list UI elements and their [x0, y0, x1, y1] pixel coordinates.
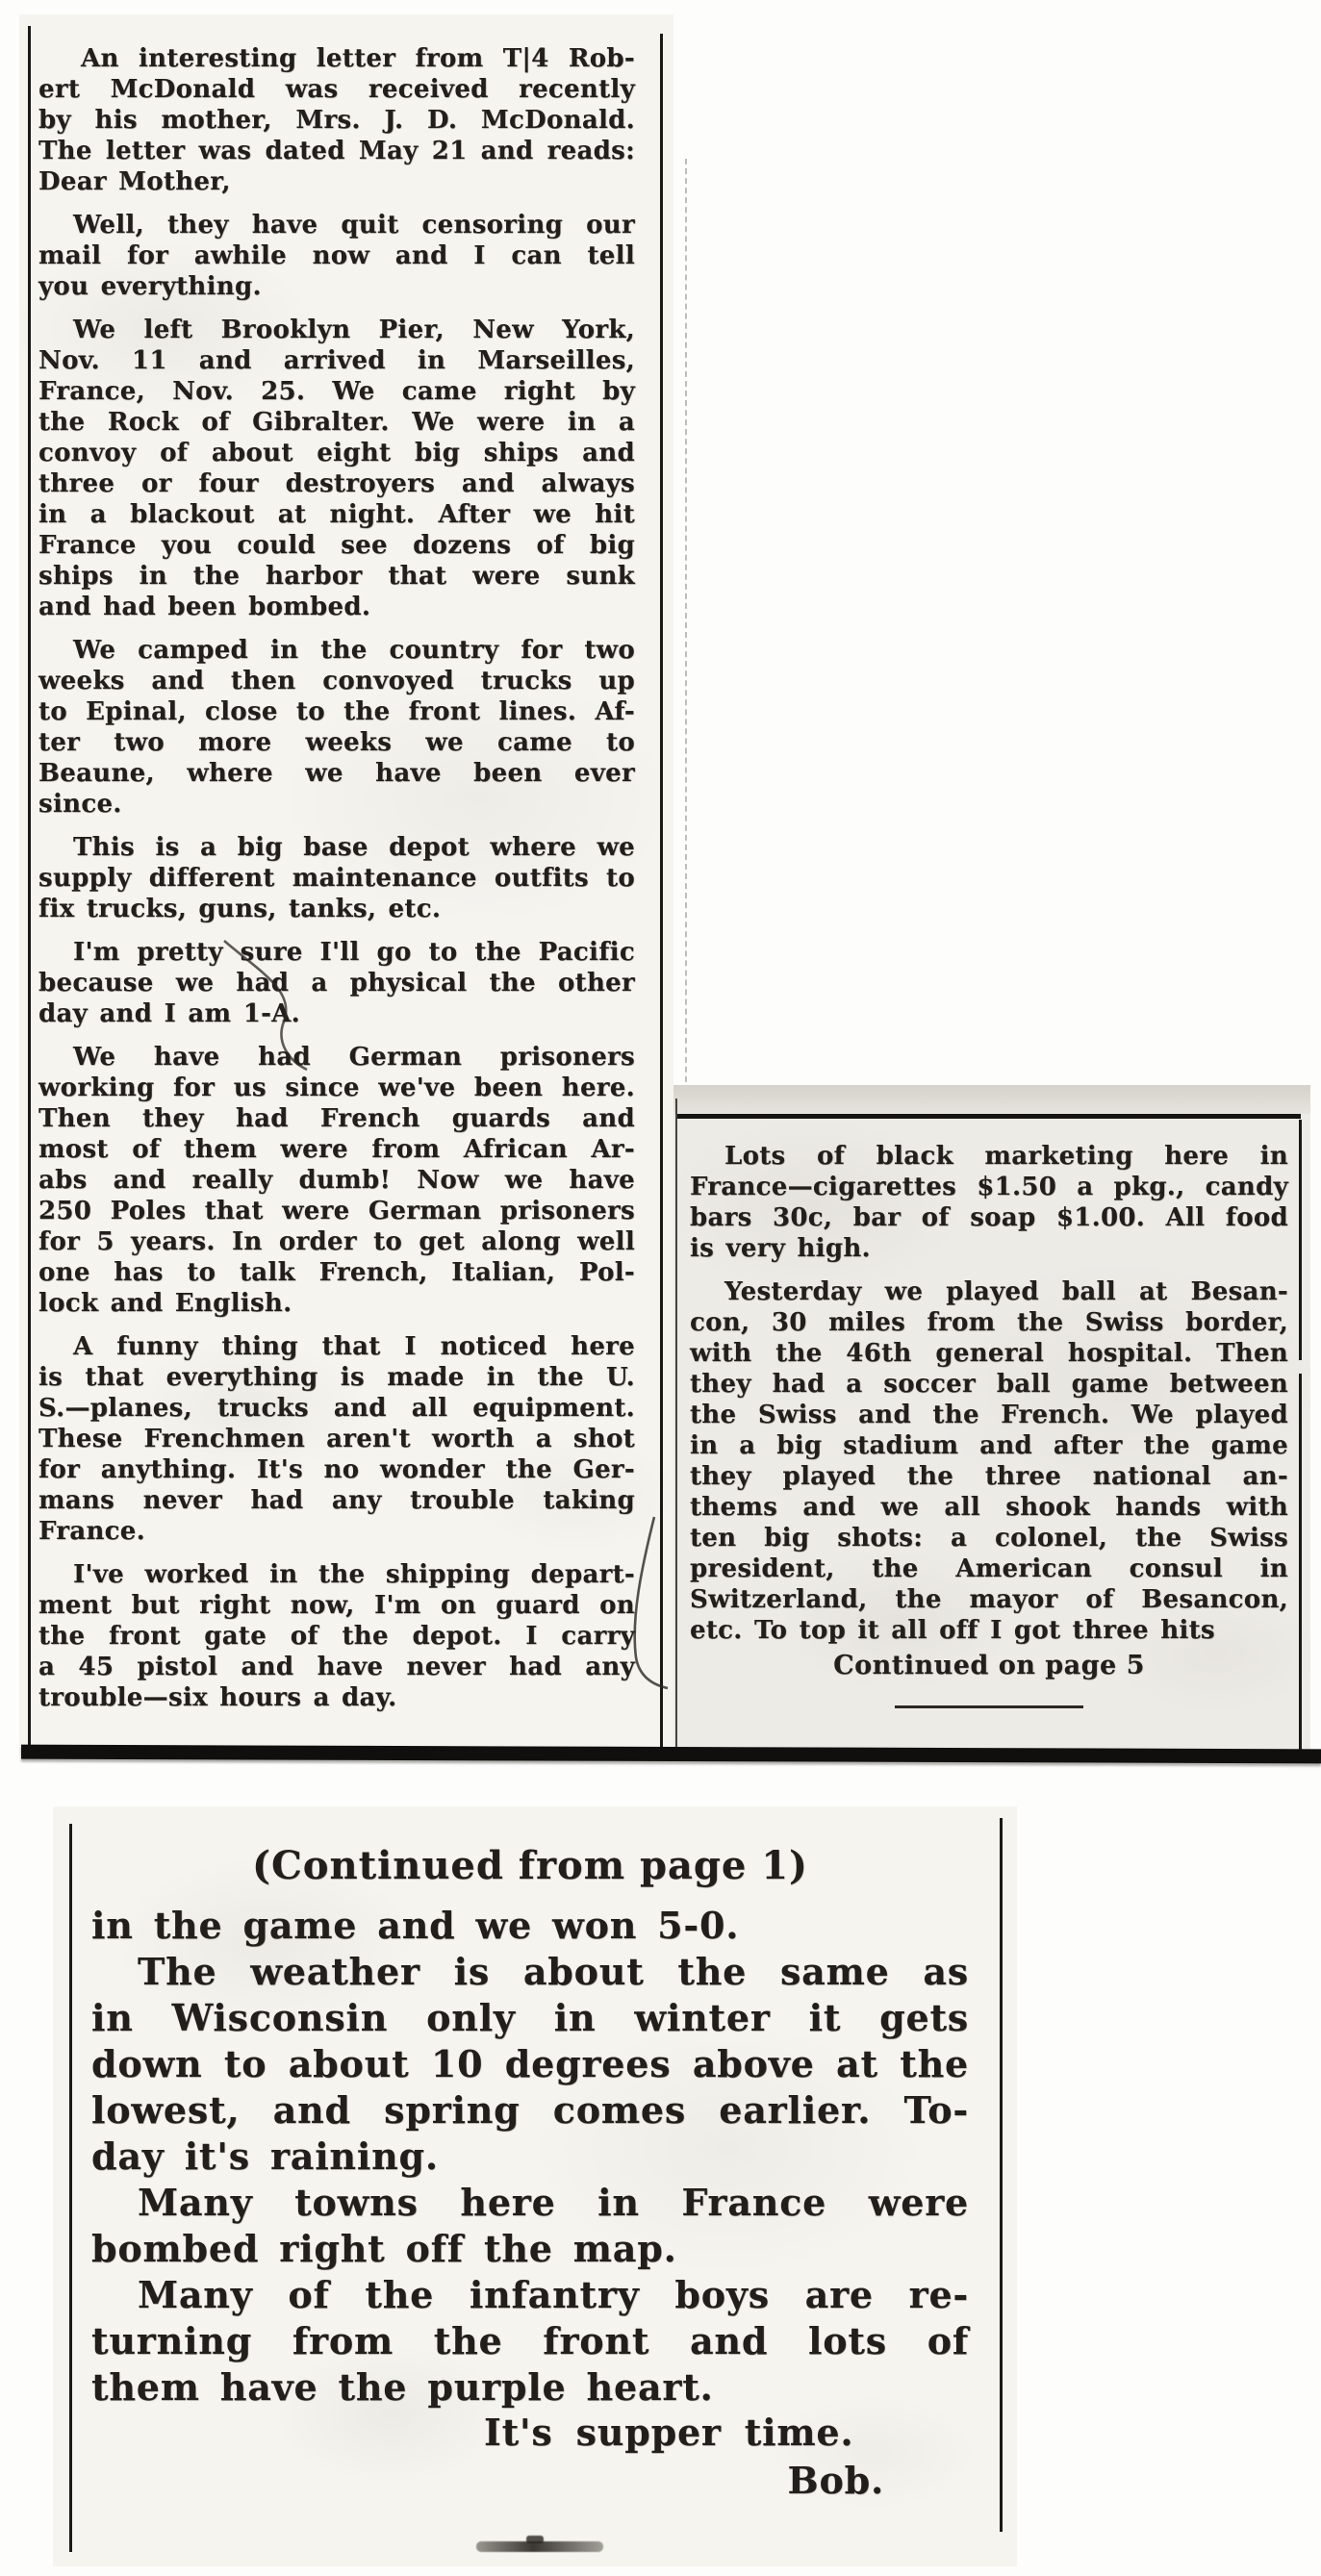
text-line: trouble—six hours a day.	[38, 1683, 397, 1712]
text-line: Nov. 11 and arrived in Marseilles,	[38, 346, 635, 375]
text-line: Then they had French guards and	[38, 1104, 635, 1133]
paragraph	[38, 832, 635, 924]
paragraph	[38, 1042, 635, 1319]
text-line: to Epinal, close to the front lines. Af-	[38, 697, 635, 726]
text-line: you everything.	[38, 272, 262, 301]
text-line: ert McDonald was received recently	[38, 75, 635, 104]
text-line: The letter was dated May 21 and reads:	[38, 137, 635, 165]
paragraph	[38, 635, 635, 820]
text-line: is very high.	[690, 1234, 871, 1263]
text-line: Dear Mother,	[38, 167, 231, 196]
text-line: by his mother, Mrs. J. D. McDonald.	[38, 106, 635, 135]
column-rule-right	[1000, 1818, 1003, 2532]
signature: Bob.	[787, 2459, 884, 2502]
ink-smudge-bump	[526, 2536, 544, 2543]
text-line: mans never had any trouble taking	[38, 1486, 635, 1515]
text-line: Lots of black marketing here in	[724, 1142, 1288, 1171]
text-line: down to about 10 degrees above at the	[91, 2042, 969, 2085]
paragraph	[690, 1276, 1288, 1646]
text-line: turning from the front and lots of	[91, 2319, 969, 2362]
text-line: 250 Poles that were German prisoners	[38, 1197, 635, 1225]
text-line: lowest, and spring comes earlier. To-	[91, 2088, 969, 2132]
text-line: I'm pretty sure I'll go to the Pacific	[73, 938, 635, 967]
paragraph	[690, 1141, 1288, 1264]
paragraph	[91, 1949, 969, 2180]
text-line: for 5 years. In order to get along well	[38, 1227, 635, 1256]
continued-on-note: Continued on page 5	[833, 1651, 1145, 1680]
text-line: bars 30c, bar of soap $1.00. All food	[690, 1203, 1288, 1232]
text-line: We camped in the country for two	[73, 636, 635, 665]
text-line: These Frenchmen aren't worth a shot	[38, 1425, 635, 1453]
text-line: ten big shots: a colonel, the Swiss	[690, 1524, 1288, 1553]
letter-text-column-1	[38, 43, 635, 1713]
text-line: A funny thing that I noticed here	[73, 1332, 635, 1361]
text-line: the Rock of Gibralter. We were in a	[38, 408, 635, 437]
text-line: supply different maintenance outfits to	[38, 864, 635, 893]
text-line: thems and we all shook hands with	[690, 1493, 1288, 1522]
text-line: etc. To top it all off I got three hits	[690, 1616, 1215, 1645]
paragraph	[38, 210, 635, 302]
text-line: France.	[38, 1517, 145, 1546]
column-rule-left	[28, 26, 31, 1750]
article-top-rule	[677, 1114, 1301, 1119]
text-line: France you could see dozens of big	[38, 531, 635, 560]
text-line: con, 30 miles from the Swiss border,	[690, 1308, 1288, 1337]
text-line: lock and English.	[38, 1289, 292, 1318]
paragraph	[91, 2180, 969, 2272]
text-line: and had been bombed.	[38, 593, 371, 621]
letter-clipping-column-2	[673, 1085, 1310, 1755]
text-line: bombed right off the map.	[91, 2227, 677, 2270]
text-line: they had a soccer ball game between	[690, 1370, 1288, 1399]
text-line: because we had a physical the other	[38, 969, 635, 998]
paragraph	[91, 1903, 969, 1949]
text-line: Yesterday we played ball at Besan-	[724, 1277, 1288, 1306]
text-line: weeks and then convoyed trucks up	[38, 667, 635, 695]
text-line: they played the three national an-	[690, 1462, 1288, 1491]
text-line: for anything. It's no wonder the Ger-	[38, 1455, 635, 1484]
text-line: mail for awhile now and I can tell	[38, 241, 635, 270]
text-line: This is a big base depot where we	[73, 833, 635, 862]
paragraph	[38, 315, 635, 622]
text-line: most of them were from African Ar-	[38, 1135, 635, 1164]
ink-smudge-mark	[476, 2541, 603, 2552]
text-line: ment but right now, I'm on guard on	[38, 1591, 635, 1620]
text-line: Well, they have quit censoring our	[73, 211, 635, 240]
text-line: with the 46th general hospital. Then	[690, 1339, 1288, 1368]
text-line: Beaune, where we have been ever	[38, 759, 635, 788]
paper-edge-shading	[673, 1085, 1310, 1114]
text-line: in a blackout at night. After we hit	[38, 500, 635, 529]
paragraph	[38, 1559, 635, 1713]
text-line: France, Nov. 25. We came right by	[38, 377, 635, 406]
text-line: The weather is about the same as	[138, 1950, 969, 1993]
paragraph	[38, 937, 635, 1029]
letter-text-column-2	[690, 1141, 1288, 1646]
text-line: Switzerland, the mayor of Besancon,	[690, 1585, 1288, 1614]
text-line: day it's raining.	[91, 2134, 439, 2178]
letter-text-continuation	[91, 1903, 969, 2411]
text-line: ships in the harbor that were sunk	[38, 562, 635, 591]
text-line: S.—planes, trucks and all equipment.	[38, 1394, 635, 1423]
column-rule-left	[675, 1099, 677, 1753]
column-rule-right	[660, 34, 663, 1750]
paragraph	[38, 43, 635, 197]
continued-from-header: (Continued from page 1)	[252, 1843, 808, 1888]
text-line: day and I am 1-A.	[38, 999, 300, 1028]
text-line: We left Brooklyn Pier, New York,	[73, 316, 635, 344]
text-line: since.	[38, 790, 122, 819]
letter-continuation-clipping	[53, 1806, 1017, 2566]
column-rule-right	[1299, 1374, 1302, 1751]
text-line: ter two more weeks we came to	[38, 728, 635, 757]
text-line: them have the purple heart.	[91, 2365, 714, 2409]
text-line: one has to talk French, Italian, Pol-	[38, 1258, 635, 1287]
text-line: in Wisconsin only in winter it gets	[91, 1996, 969, 2039]
text-line: convoy of about eight big ships and	[38, 439, 635, 467]
text-line: in a big stadium and after the game	[690, 1431, 1288, 1460]
letter-clipping-column-1	[19, 14, 673, 1755]
text-line: abs and really dumb! Now we have	[38, 1166, 635, 1195]
text-line: fix trucks, guns, tanks, etc.	[38, 895, 442, 923]
column-rule-right	[1299, 1120, 1302, 1360]
text-line: We have had German prisoners	[73, 1043, 635, 1072]
text-line: in the game and we won 5-0.	[91, 1904, 740, 1947]
closing-line: It's supper time.	[484, 2411, 854, 2454]
text-line: Many towns here in France were	[138, 2181, 969, 2224]
column-rule-left	[69, 1824, 72, 2552]
text-line: is that everything is made in the U.	[38, 1363, 635, 1392]
text-line: France—cigarettes $1.50 a pkg., candy	[690, 1173, 1288, 1201]
text-line: the front gate of the depot. I carry	[38, 1622, 635, 1651]
text-line: I've worked in the shipping depart-	[73, 1560, 635, 1589]
text-line: three or four destroyers and always	[38, 469, 635, 498]
end-divider-rule	[895, 1705, 1083, 1708]
text-line: a 45 pistol and have never had any	[38, 1653, 635, 1681]
paragraph	[38, 1331, 635, 1547]
text-line: An interesting letter from T|4 Rob-	[81, 44, 635, 73]
paragraph	[91, 2272, 969, 2411]
text-line: the Swiss and the French. We played	[690, 1401, 1288, 1429]
text-line: president, the American consul in	[690, 1554, 1288, 1583]
text-line: working for us since we've been here.	[38, 1073, 635, 1102]
scan-edge-ticks	[685, 159, 687, 1101]
text-line: Many of the infantry boys are re-	[138, 2273, 969, 2316]
